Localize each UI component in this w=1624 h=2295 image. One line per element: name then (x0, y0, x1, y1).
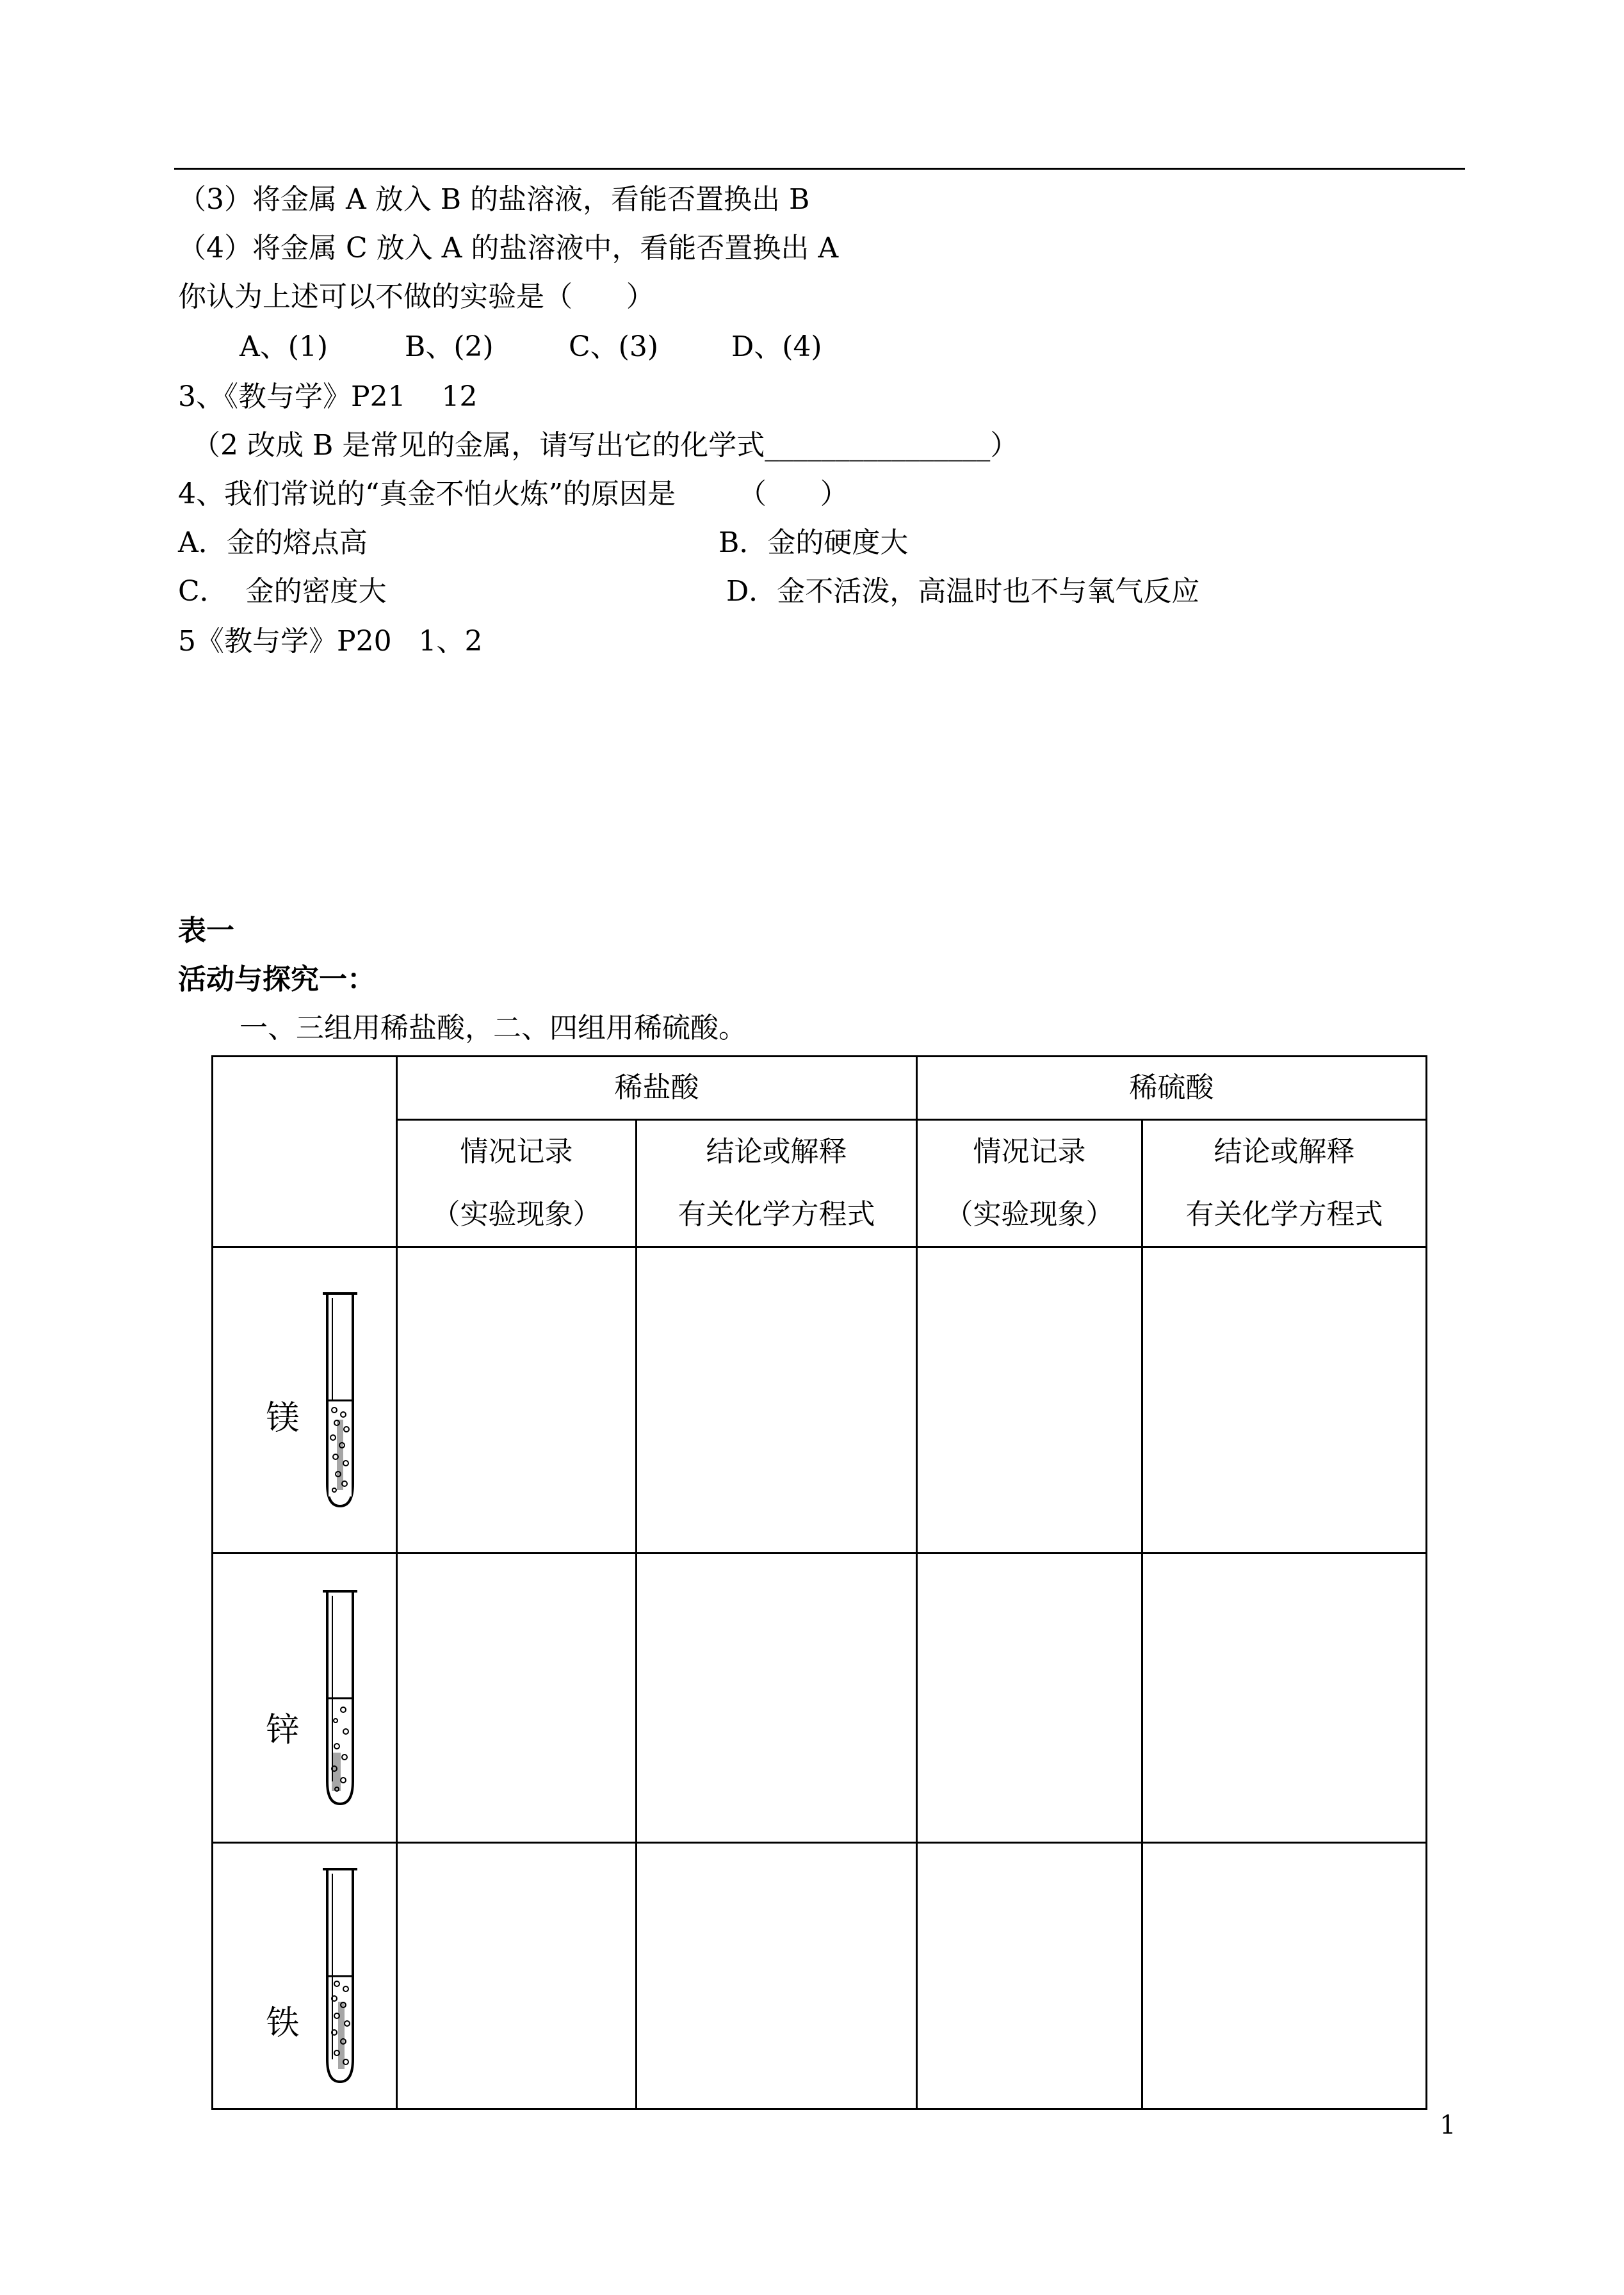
cell-zn-hcl-record[interactable] (397, 1553, 637, 1843)
cell-zn-hcl-conclusion[interactable] (637, 1553, 917, 1843)
cell-fe-h2so4-conclusion[interactable] (1142, 1843, 1427, 2109)
activity-note: 一、三组用稀盐酸，二、四组用稀硫酸。 (240, 1012, 747, 1044)
cell-fe-hcl-record[interactable] (397, 1843, 637, 2109)
col-header-conclusion-2: 结论或解释 有关化学方程式 (1142, 1120, 1427, 1247)
group-header-h2so4: 稀硫酸 (917, 1057, 1427, 1120)
cell-zn-h2so4-record[interactable] (917, 1553, 1142, 1843)
cell-fe-h2so4-record[interactable] (917, 1843, 1142, 2109)
cell-zn-h2so4-conclusion[interactable] (1142, 1553, 1427, 1843)
test-tube-icon (318, 1589, 362, 1807)
option-b: B、(2) (405, 330, 494, 363)
metal-cell-fe (213, 1843, 397, 2109)
question-line-4: （4）将金属 C 放入 A 的盐溶液中，看能否置换出 A (178, 232, 839, 264)
col-header-record-2: 情况记录 （实验现象） (917, 1120, 1142, 1247)
page-number: 1 (1440, 2111, 1456, 2140)
cell-fe-hcl-conclusion[interactable] (637, 1843, 917, 2109)
col-header-conclusion-1: 结论或解释 有关化学方程式 (637, 1120, 917, 1247)
question-5-ref: 5《教与学》P20 1、2 (178, 625, 483, 658)
q4-option-d: D．金不活泼，高温时也不与氧气反应 (726, 575, 1200, 608)
q4-option-b: B．金的硬度大 (719, 526, 909, 559)
group-header-hcl: 稀盐酸 (397, 1057, 917, 1120)
option-c: C、(3) (569, 330, 658, 363)
test-tube-icon (318, 1867, 362, 2085)
cell-mg-h2so4-conclusion[interactable] (1142, 1247, 1427, 1553)
col-header-record-1: 情况记录 （实验现象） (397, 1120, 637, 1247)
cell-mg-hcl-record[interactable] (397, 1247, 637, 1553)
question-3-ref: 3、《教与学》P21 12 (178, 380, 478, 413)
cell-mg-hcl-conclusion[interactable] (637, 1247, 917, 1553)
question-3-note: （2 改成 B 是常见的金属，请写出它的化学式________________） (192, 429, 1019, 462)
experiment-table (211, 1055, 1427, 2110)
question-line-3: （3）将金属 A 放入 B 的盐溶液，看能否置换出 B (178, 183, 810, 216)
metal-label: 镁 (266, 1399, 300, 1438)
cell-mg-h2so4-record[interactable] (917, 1247, 1142, 1553)
option-a: A、(1) (240, 330, 329, 363)
table-title: 表一 (178, 914, 234, 947)
question-4: 4、我们常说的“真金不怕火炼”的原因是 （ ） (178, 478, 849, 510)
question-prompt: 你认为上述可以不做的实验是（ ） (178, 280, 654, 313)
corner-cell (213, 1057, 397, 1247)
metal-cell-mg (213, 1247, 397, 1553)
metal-label: 铁 (266, 2004, 300, 2043)
activity-title: 活动与探究一： (178, 963, 375, 996)
metal-label: 锌 (266, 1710, 300, 1749)
metal-cell-zn (213, 1553, 397, 1843)
test-tube-icon (318, 1292, 362, 1509)
q4-option-c: C． 金的密度大 (178, 575, 387, 608)
option-d: D、(4) (731, 330, 822, 363)
q4-option-a: A．金的熔点高 (178, 526, 368, 559)
header-rule (174, 168, 1465, 170)
